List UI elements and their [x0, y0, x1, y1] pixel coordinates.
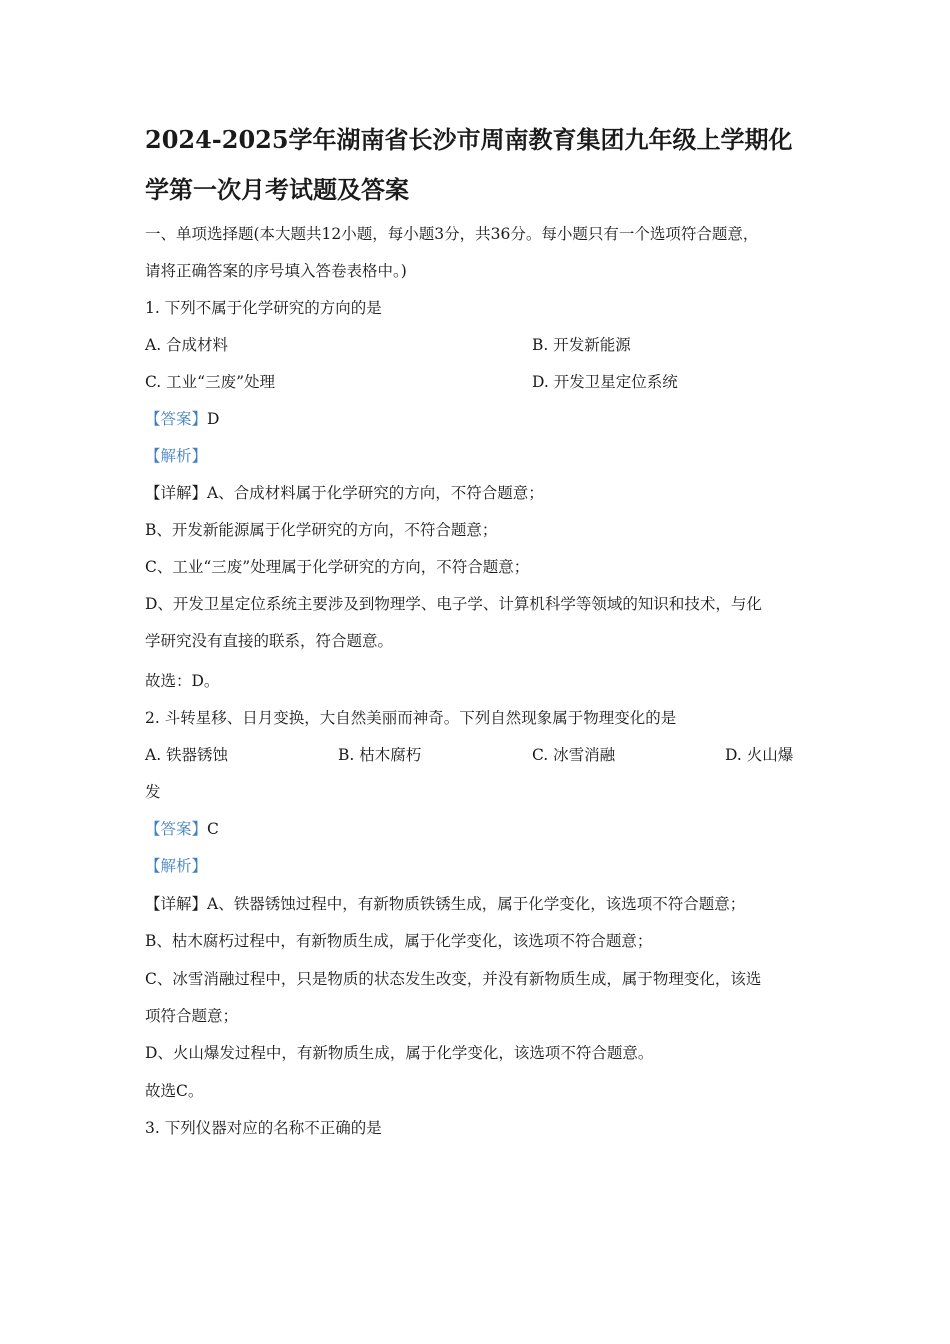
section-heading-line-1: 一、单项选择题(本大题共12小题，每小题3分，共36分。每小题只有一个选项符合题意， — [145, 225, 759, 243]
q2-answer-value: C — [207, 820, 219, 838]
q2-detail-2: B、枯木腐朽过程中，有新物质生成，属于化学变化，该选项不符合题意； — [145, 932, 653, 950]
section-heading-line-2: 请将正确答案的序号填入答卷表格中。) — [145, 262, 407, 280]
q1-option-c: C. 工业“三废”处理 — [145, 373, 276, 391]
q2-answer-line — [145, 818, 219, 840]
doc-title-line-1: 2024-2025学年湖南省长沙市周南教育集团九年级上学期化 — [145, 125, 793, 154]
q2-detail-5: D、火山爆发过程中，有新物质生成，属于化学变化，该选项不符合题意。 — [145, 1044, 654, 1062]
q2-analysis-tag: 【解析】 — [145, 857, 208, 875]
q1-option-b: B. 开发新能源 — [532, 336, 631, 354]
q1-answer-value: D — [207, 410, 220, 428]
answer-tag: 【答案】 — [145, 820, 208, 838]
q1-detail-1: 【详解】A、合成材料属于化学研究的方向，不符合题意； — [145, 484, 544, 502]
q3-stem: 3. 下列仪器对应的名称不正确的是 — [145, 1119, 382, 1137]
q1-detail-4: D、开发卫星定位系统主要涉及到物理学、电子学、计算机科学等领域的知识和技术，与化 — [145, 595, 762, 613]
q1-conclusion: 故选：D。 — [145, 672, 220, 690]
q1-detail-2: B、开发新能源属于化学研究的方向，不符合题意； — [145, 521, 498, 539]
q1-answer-line — [145, 408, 219, 430]
q2-option-d: D. 火山爆 — [725, 746, 794, 764]
q2-option-a: A. 铁器锈蚀 — [145, 746, 229, 764]
q1-detail-5: 学研究没有直接的联系，符合题意。 — [145, 632, 394, 650]
q1-stem: 1. 下列不属于化学研究的方向的是 — [145, 299, 382, 317]
q1-option-d: D. 开发卫星定位系统 — [532, 373, 678, 391]
q2-option-d-wrap: 发 — [145, 783, 161, 801]
q2-option-b: B. 枯木腐朽 — [338, 746, 422, 764]
q1-analysis-tag: 【解析】 — [145, 447, 208, 465]
q2-detail-3: C、冰雪消融过程中，只是物质的状态发生改变，并没有新物质生成，属于物理变化，该选 — [145, 970, 762, 988]
q2-conclusion: 故选C。 — [145, 1082, 204, 1100]
q2-stem: 2. 斗转星移、日月变换，大自然美丽而神奇。下列自然现象属于物理变化的是 — [145, 709, 677, 727]
q2-detail-4: 项符合题意； — [145, 1007, 239, 1025]
q1-option-a: A. 合成材料 — [145, 336, 229, 354]
q2-option-c: C. 冰雪消融 — [532, 746, 616, 764]
doc-title-line-2: 学第一次月考试题及答案 — [145, 175, 409, 204]
q2-detail-1: 【详解】A、铁器锈蚀过程中，有新物质铁锈生成，属于化学变化，该选项不符合题意； — [145, 895, 746, 913]
answer-tag: 【答案】 — [145, 410, 208, 428]
q1-detail-3: C、工业“三废”处理属于化学研究的方向，不符合题意； — [145, 558, 530, 576]
